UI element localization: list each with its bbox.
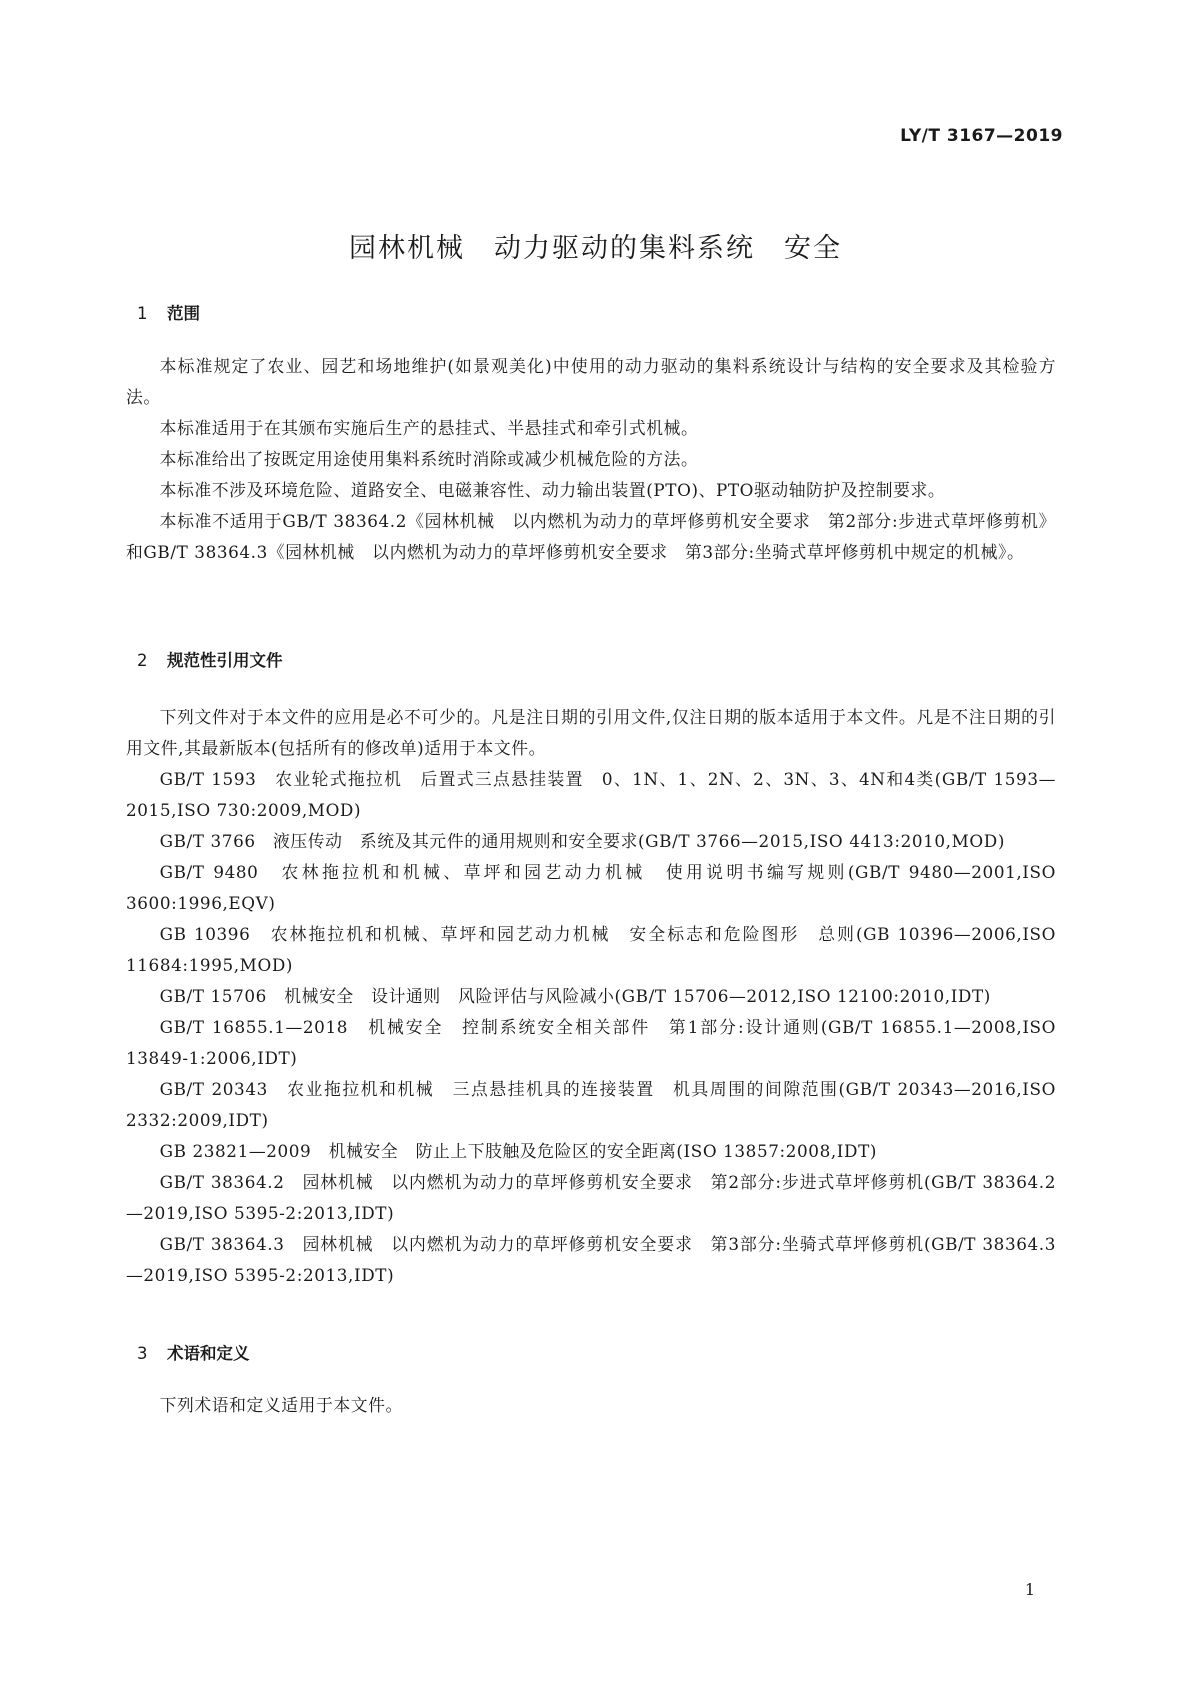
paragraph: 本标准给出了按既定用途使用集料系统时消除或减少机械危险的方法。: [159, 449, 699, 469]
reference-item: GB/T 9480 农林拖拉机和机械、草坪和园艺动力机械 使用说明书编写规则(GB/T 9480—2001,ISO 3600:1996,EQV): [126, 862, 1056, 913]
reference-item: GB/T 1593 农业轮式拖拉机 后置式三点悬挂装置 0、1N、1、2N、2、3N、3、4N和4类(GB/T 1593—2015,ISO 730:2009,MOD): [126, 769, 1056, 820]
paragraph: 本标准不涉及环境危险、道路安全、电磁兼容性、动力输出装置(PTO)、PTO驱动轴防护及控制要求。: [159, 480, 946, 500]
section-3-heading: [137, 1340, 250, 1364]
reference-item: GB/T 16855.1—2018 机械安全 控制系统安全相关部件 第1部分:设计通则(GB/T 16855.1—2008,ISO 13849-1:2006,IDT): [126, 1017, 1056, 1068]
page-number: 1: [1024, 1580, 1035, 1599]
reference-item: GB/T 38364.2 园林机械 以内燃机为动力的草坪修剪机安全要求 第2部分:步进式草坪修剪机(GB/T 38364.2—2019,ISO 5395-2:2013,IDT): [126, 1172, 1056, 1223]
reference-item: GB/T 38364.3 园林机械 以内燃机为动力的草坪修剪机安全要求 第3部分:坐骑式草坪修剪机(GB/T 38364.3—2019,ISO 5395-2:2013,IDT): [126, 1234, 1056, 1285]
section-title: 术语和定义: [167, 1344, 250, 1363]
standard-code: LY/T 3167—2019: [900, 126, 1063, 146]
reference-item: GB 10396 农林拖拉机和机械、草坪和园艺动力机械 安全标志和危险图形 总则(GB 10396—2006,ISO 11684:1995,MOD): [126, 924, 1056, 975]
reference-item: GB/T 20343 农业拖拉机和机械 三点悬挂机具的连接装置 机具周围的间隙范围(GB/T 20343—2016,ISO 2332:2009,IDT): [126, 1079, 1056, 1130]
paragraph: 下列文件对于本文件的应用是必不可少的。凡是注日期的引用文件,仅注日期的版本适用于本文件。凡是不注日期的引用文件,其最新版本(包括所有的修改单)适用于本文件。: [126, 707, 1056, 758]
section-number: 2: [137, 651, 148, 670]
section-1-heading: [137, 300, 200, 324]
reference-item: GB/T 15706 机械安全 设计通则 风险评估与风险减小(GB/T 15706—2012,ISO 12100:2010,IDT): [159, 986, 991, 1006]
terms-body: [126, 1390, 1056, 1421]
section-number: 1: [137, 304, 148, 323]
section-2-heading: [137, 647, 283, 671]
reference-item: GB 23821—2009 机械安全 防止上下肢触及危险区的安全距离(ISO 13857:2008,IDT): [159, 1141, 878, 1161]
paragraph: 本标准规定了农业、园艺和场地维护(如景观美化)中使用的动力驱动的集料系统设计与结构的安全要求及其检验方法。: [126, 356, 1056, 407]
section-title: 规范性引用文件: [167, 651, 283, 670]
section-number: 3: [137, 1344, 148, 1363]
document-title: 园林机械 动力驱动的集料系统 安全: [349, 233, 842, 264]
references-body: [126, 702, 1056, 1291]
paragraph: 本标准适用于在其颁布实施后生产的悬挂式、半悬挂式和牵引式机械。: [159, 418, 699, 438]
scope-body: [126, 351, 1056, 568]
section-title: 范围: [167, 304, 200, 323]
paragraph: 本标准不适用于GB/T 38364.2《园林机械 以内燃机为动力的草坪修剪机安全要求 第2部分:步进式草坪修剪机》和GB/T 38364.3《园林机械 以内燃机为动力的草坪修剪机安全要求 第3部分:坐骑式草坪修剪机中规定的机械》。: [126, 511, 1056, 562]
reference-item: GB/T 3766 液压传动 系统及其元件的通用规则和安全要求(GB/T 3766—2015,ISO 4413:2010,MOD): [159, 831, 1005, 851]
paragraph: 下列术语和定义适用于本文件。: [159, 1395, 403, 1415]
